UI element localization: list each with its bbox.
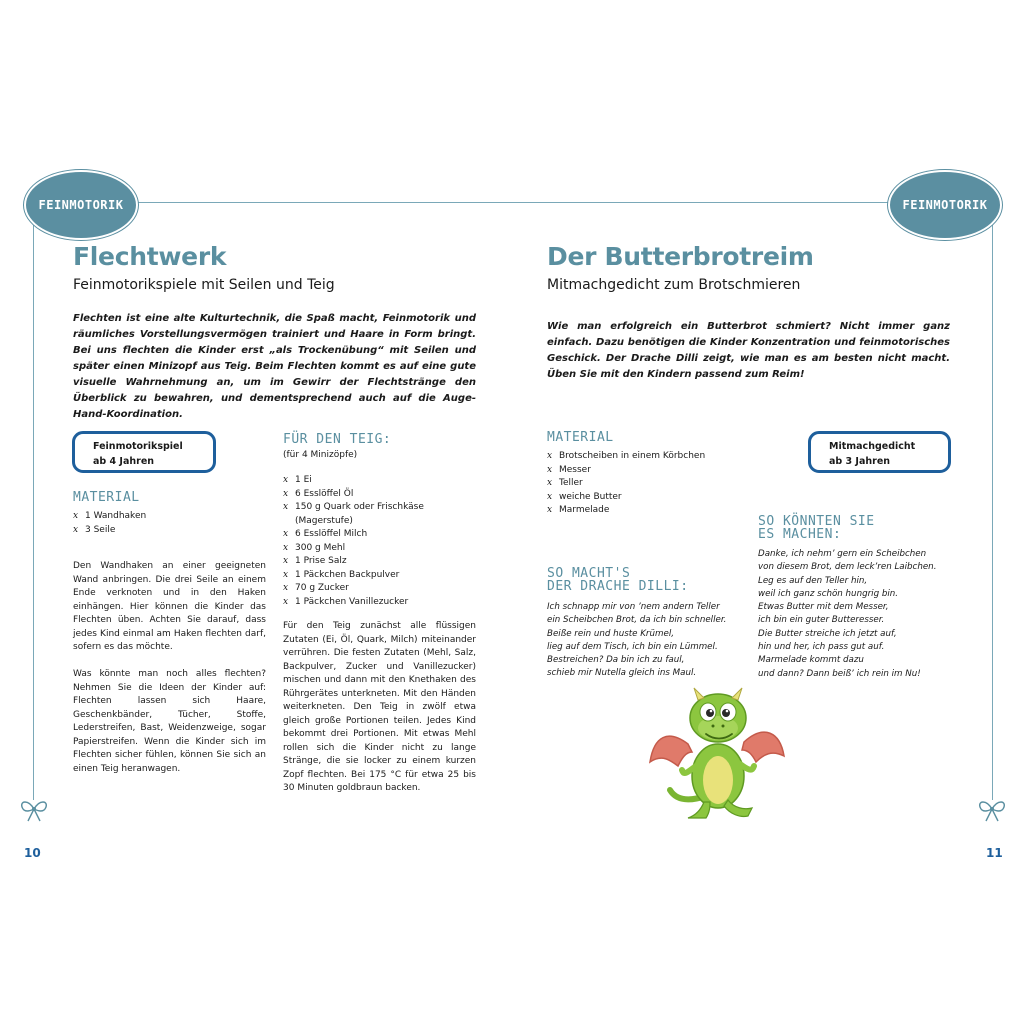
material-list-right (547, 450, 747, 518)
dough-instructions: Für den Teig zunächst alle flüssigen Zutaten (Ei, Öl, Quark, Milch) miteinander verrühren. Die festen Zutaten (Mehl, Salz, Backpulver, Zucker und Vanillezucker) mischen und dann mit den Knethaken des Rührgerätes unterkneten. Mit den Händen weiterkneten. Den Teig in zwölf etwa gleich große Portionen teilen. Jedes Kind bekommt drei Portionen. Mit etwas Mehl rollen sich die Kinder nicht zu lange Stränge, die sie locker zu einem kurzen Zopf flechten. Bei 175 °C für etwa 25 bis 30 Minuten goldbraun backen. (283, 621, 476, 793)
bow-ornament-right-icon (976, 797, 1008, 823)
list-item: x 1 Prise Salz (283, 555, 483, 569)
list-item: x Messer (547, 464, 747, 478)
list-item: x 1 Wandhaken (73, 510, 253, 524)
age-info-age: ab 3 Jahren (829, 456, 891, 467)
top-rule (132, 202, 892, 203)
instructions-text-left: Den Wandhaken an einer geeigneten Wand anbringen. Die drei Seile an einem Ende verknoten und in den Haken einhängen. Hier können die Kinder das Flechten üben. Achten Sie darauf, dass jedes Kind einmal am Haken flechten darf, sofern es das möchte. Was könnte man noch alles flechten? Nehmen Sie die Ideen der Kinder auf: Flechten lassen sich Haare, Geschenkbänder, Tücher, Stoffe, Lederstreifen, Bast, Weidenzweige, sogar Papierstreifen. Wenn die Kinder sich im Flechten sicher fühlen, können Sie sich an einen Teig heranwagen. (73, 561, 266, 774)
age-info-type: Feinmotorikspiel (93, 441, 183, 452)
age-info-box-right (808, 431, 951, 473)
list-item: x 1 Päckchen Backpulver (283, 569, 483, 583)
dilli-poem: Ich schnapp mir von ’nem andern Teller ein Scheibchen Brot, da ich bin schneller. Beiße rein und huste Krümel, lieg auf dem Tisch, ich bin ein Lümmel. Bestreichen? Da bin ich zu faul, schieb mir Nutella gleich ins Maul. (547, 602, 727, 679)
list-item: x 300 g Mehl (283, 542, 483, 556)
kids-poem: Danke, ich nehm’ gern ein Scheibchen von diesem Brot, dem leck’ren Laibchen. Leg es auf den Teller hin, weil ich ganz schön hungrig bin. Etwas Butter mit dem Messer, ich bin ein guter Butteresser. Die Butter streiche ich jetzt auf, hin und her, ich pass gut auf. Marmelade kommt dazu und dann? Dann beiß’ ich rein im Nu! (758, 549, 937, 679)
dough-ingredients-list (283, 474, 483, 609)
material-heading-right: MATERIAL (547, 430, 614, 445)
intro-text-left: Flechten ist eine alte Kulturtechnik, die Spaß macht, Feinmotorik und räumliches Vorstellungsvermögen trainiert und Haare in Form bringt. Bei uns flechten die Kinder erst „als Trockenübung“ mit Seilen und später einen Minizopf aus Teig. Beim Flechten kommt es auf eine gute visuelle Wahrnehmung an, um im Gewirr der Flechtstränge den Überblick zu bewahren, und dementsprechend auch auf die Auge-Hand-Koordination. (73, 313, 476, 420)
dough-heading: FÜR DEN TEIG: (283, 432, 392, 447)
list-item: x 6 Esslöffel Milch (283, 528, 483, 542)
page-title-left: Flechtwerk (73, 242, 227, 271)
dough-note: (für 4 Minizöpfe) (283, 450, 358, 460)
page-title-right: Der Butterbrotreim (547, 242, 814, 271)
list-item: x 70 g Zucker (283, 582, 483, 596)
dilli-heading: SO MACHT'S DER DRACHE DILLI: (547, 566, 689, 594)
section-badge-right: FEINMOTORIK (888, 170, 1002, 240)
list-item: x weiche Butter (547, 491, 747, 505)
kids-heading: SO KÖNNTEN SIE ES MACHEN: (758, 514, 875, 542)
list-item: x 1 Päckchen Vanillezucker (283, 596, 483, 610)
bow-ornament-left-icon (18, 797, 50, 823)
right-frame-line (992, 222, 993, 800)
material-list-left (73, 510, 253, 537)
age-info-box-left (72, 431, 216, 473)
age-info-age: ab 4 Jahren (93, 456, 155, 467)
section-badge-left: FEINMOTORIK (24, 170, 138, 240)
dragon-dilli-illustration (648, 684, 788, 824)
page-subtitle-left: Feinmotorikspiele mit Seilen und Teig (73, 277, 335, 293)
list-item: x 6 Esslöffel Öl (283, 488, 483, 502)
intro-text-right: Wie man erfolgreich ein Butterbrot schmiert? Nicht immer ganz einfach. Dazu benötigen die Kinder Konzentration und feinmotorisches Geschick. Der Drache Dilli zeigt, wie man es am besten nicht macht. Üben Sie mit den Kindern passend zum Reim! (547, 321, 950, 380)
list-item: x 150 g Quark oder Frischkäse (Magerstufe) (283, 501, 483, 528)
page-number-right: 11 (986, 846, 1003, 860)
age-info-type: Mitmachgedicht (829, 441, 916, 452)
page-subtitle-right: Mitmachgedicht zum Brotschmieren (547, 277, 801, 293)
page-number-left: 10 (24, 846, 41, 860)
list-item: x 3 Seile (73, 524, 253, 538)
material-heading-left: MATERIAL (73, 490, 140, 505)
left-frame-line (33, 222, 34, 800)
list-item: x Brotscheiben in einem Körbchen (547, 450, 747, 464)
list-item: x Marmelade (547, 504, 747, 518)
list-item: x 1 Ei (283, 474, 483, 488)
list-item: x Teller (547, 477, 747, 491)
